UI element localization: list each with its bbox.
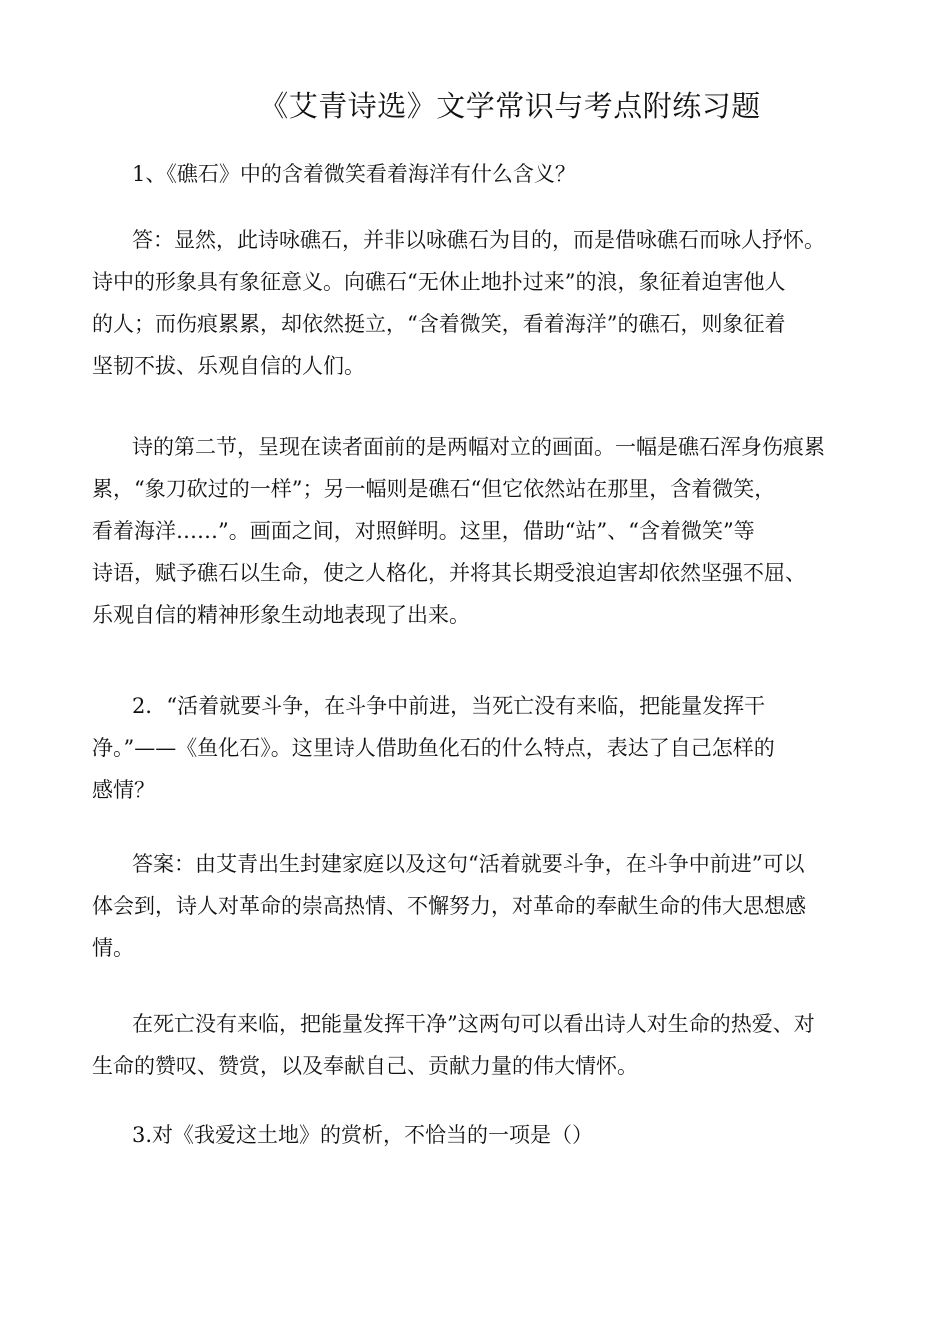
document-title: 《艾青诗选》文学常识与考点附练习题 — [259, 89, 761, 123]
q2-answer — [92, 843, 862, 969]
q1-answer-line: 答：显然，此诗咏礁石，并非以咏礁石为目的，而是借咏礁石而咏人抒怀。 — [132, 228, 825, 252]
q1-answer-line: 的人；而伤痕累累，却依然挺立，“含着微笑，看着海洋”的礁石，则象征着 — [92, 312, 786, 336]
q2-answer-line: 答案：由艾青出生封建家庭以及这句“活着就要斗争，在斗争中前进”可以 — [132, 852, 805, 876]
q1-paragraph-line: 累，“象刀砍过的一样”；另一幅则是礁石“但它依然站在那里，含着微笑， — [92, 477, 776, 501]
q1-paragraph-line: 看着海洋……”。画面之间，对照鲜明。这里，借助“站”、“含着微笑”等 — [92, 519, 755, 543]
q2-paragraph-line: 生命的赞叹、赞赏，以及奉献自己、贡献力量的伟大情怀。 — [92, 1054, 638, 1078]
q1-paragraph-line: 诗语，赋予礁石以生命，使之人格化，并将其长期受浪迫害却依然坚强不屈、 — [92, 561, 806, 585]
q3-question-text: 3.对《我爱这土地》的赏析，不恰当的一项是（） — [132, 1123, 594, 1147]
q1-paragraph-line: 诗的第二节，呈现在读者面前的是两幅对立的画面。一幅是礁石浑身伤痕累 — [132, 435, 825, 459]
q2-answer-line: 情。 — [92, 936, 134, 960]
q1-question-text: 1、《礁石》中的含着微笑看着海洋有什么含义？ — [132, 162, 576, 186]
q1-paragraph-line: 乐观自信的精神形象生动地表现了出来。 — [92, 603, 470, 627]
q2-paragraph-line: 在死亡没有来临，把能量发挥干净”这两句可以看出诗人对生命的热爱、对 — [132, 1012, 815, 1036]
q2-question-line: 2．“活着就要斗争，在斗争中前进，当死亡没有来临，把能量发挥干 — [132, 694, 766, 718]
q1-paragraph-2 — [92, 426, 862, 636]
q2-question-line: 感情？ — [92, 778, 155, 802]
q3-question — [92, 1114, 862, 1156]
q2-answer-line: 体会到，诗人对革命的崇高热情、不懈努力，对革命的奉献生命的伟大思想感 — [92, 894, 806, 918]
q2-paragraph-2 — [92, 1003, 862, 1087]
q2-question — [92, 685, 862, 811]
q1-answer — [92, 219, 862, 387]
q1-answer-line: 诗中的形象具有象征意义。向礁石“无休止地扑过来”的浪，象征着迫害他人 — [92, 270, 786, 294]
q2-question-line: 净。”——《鱼化石》。这里诗人借助鱼化石的什么特点，表达了自己怎样的 — [92, 736, 775, 760]
q1-question — [92, 153, 862, 195]
q1-answer-line: 坚韧不拔、乐观自信的人们。 — [92, 354, 365, 378]
